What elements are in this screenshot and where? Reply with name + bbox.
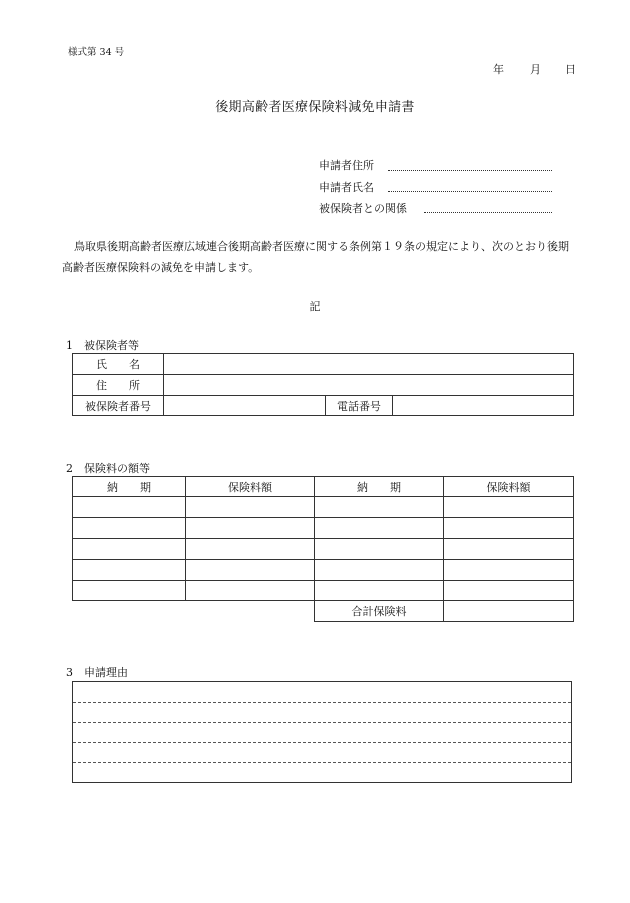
applicant-address-label: 申請者住所 — [319, 159, 374, 172]
premium-table — [72, 476, 574, 622]
applicant-relation-label: 被保険者との関係 — [319, 202, 407, 215]
amount-cell[interactable] — [186, 539, 315, 560]
period-cell[interactable] — [73, 539, 186, 560]
section3-heading: 3 申請理由 — [66, 666, 128, 679]
date-year-label: 年 — [493, 63, 504, 76]
amount2-cell[interactable] — [444, 497, 574, 518]
period2-cell[interactable] — [315, 497, 444, 518]
insured-number-field[interactable] — [164, 396, 326, 416]
reason-line — [73, 762, 571, 763]
section1-heading: 1 被保険者等 — [66, 339, 139, 352]
col-amount2-header: 保険料額 — [444, 477, 574, 497]
date-day-label: 日 — [565, 63, 576, 76]
period2-cell[interactable] — [315, 539, 444, 560]
table-row — [73, 560, 574, 581]
amount-cell[interactable] — [186, 518, 315, 539]
amount2-cell[interactable] — [444, 560, 574, 581]
insured-address-label: 住 所 — [73, 375, 164, 396]
applicant-address-field[interactable] — [388, 170, 552, 171]
insured-number-label: 被保険者番号 — [73, 396, 164, 416]
table-row — [73, 518, 574, 539]
phone-number-field[interactable] — [393, 396, 574, 416]
phone-number-label: 電話番号 — [326, 396, 393, 416]
total-premium-label: 合計保険料 — [315, 601, 444, 622]
application-statement: 鳥取県後期高齢者医療広域連合後期高齢者医療に関する条例第１９条の規定により、次のとおり後期高齢者医療保険料の減免を申請します。 — [62, 240, 569, 274]
table-row — [73, 581, 574, 601]
reason-line — [73, 722, 571, 723]
applicant-name-field[interactable] — [388, 191, 552, 192]
period-cell[interactable] — [73, 560, 186, 581]
period2-cell[interactable] — [315, 581, 444, 601]
page-title: 後期高齢者医療保険料減免申請書 — [215, 100, 415, 115]
date-month-label: 月 — [530, 63, 541, 76]
amount2-cell[interactable] — [444, 518, 574, 539]
table-row — [73, 497, 574, 518]
ki-label: 記 — [309, 300, 321, 313]
reason-box[interactable] — [72, 681, 572, 783]
applicant-relation-field[interactable] — [424, 212, 552, 213]
amount-cell[interactable] — [186, 560, 315, 581]
period-cell[interactable] — [73, 497, 186, 518]
applicant-name-label: 申請者氏名 — [319, 181, 374, 194]
col-amount-header: 保険料額 — [186, 477, 315, 497]
period-cell[interactable] — [73, 518, 186, 539]
amount-cell[interactable] — [186, 581, 315, 601]
insured-address-field[interactable] — [164, 375, 574, 396]
table-row — [73, 539, 574, 560]
amount-cell[interactable] — [186, 497, 315, 518]
amount2-cell[interactable] — [444, 539, 574, 560]
insured-name-label: 氏 名 — [73, 354, 164, 375]
reason-line — [73, 742, 571, 743]
blank-cell — [186, 601, 315, 622]
insured-table — [72, 353, 574, 416]
reason-line — [73, 702, 571, 703]
period2-cell[interactable] — [315, 518, 444, 539]
col-period2-header: 納 期 — [315, 477, 444, 497]
col-period-header: 納 期 — [73, 477, 186, 497]
amount2-cell[interactable] — [444, 581, 574, 601]
form-number: 様式第 34 号 — [68, 47, 125, 58]
total-premium-field[interactable] — [444, 601, 574, 622]
blank-cell — [73, 601, 186, 622]
section2-heading: 2 保険料の額等 — [66, 462, 150, 475]
insured-name-field[interactable] — [164, 354, 574, 375]
period-cell[interactable] — [73, 581, 186, 601]
period2-cell[interactable] — [315, 560, 444, 581]
